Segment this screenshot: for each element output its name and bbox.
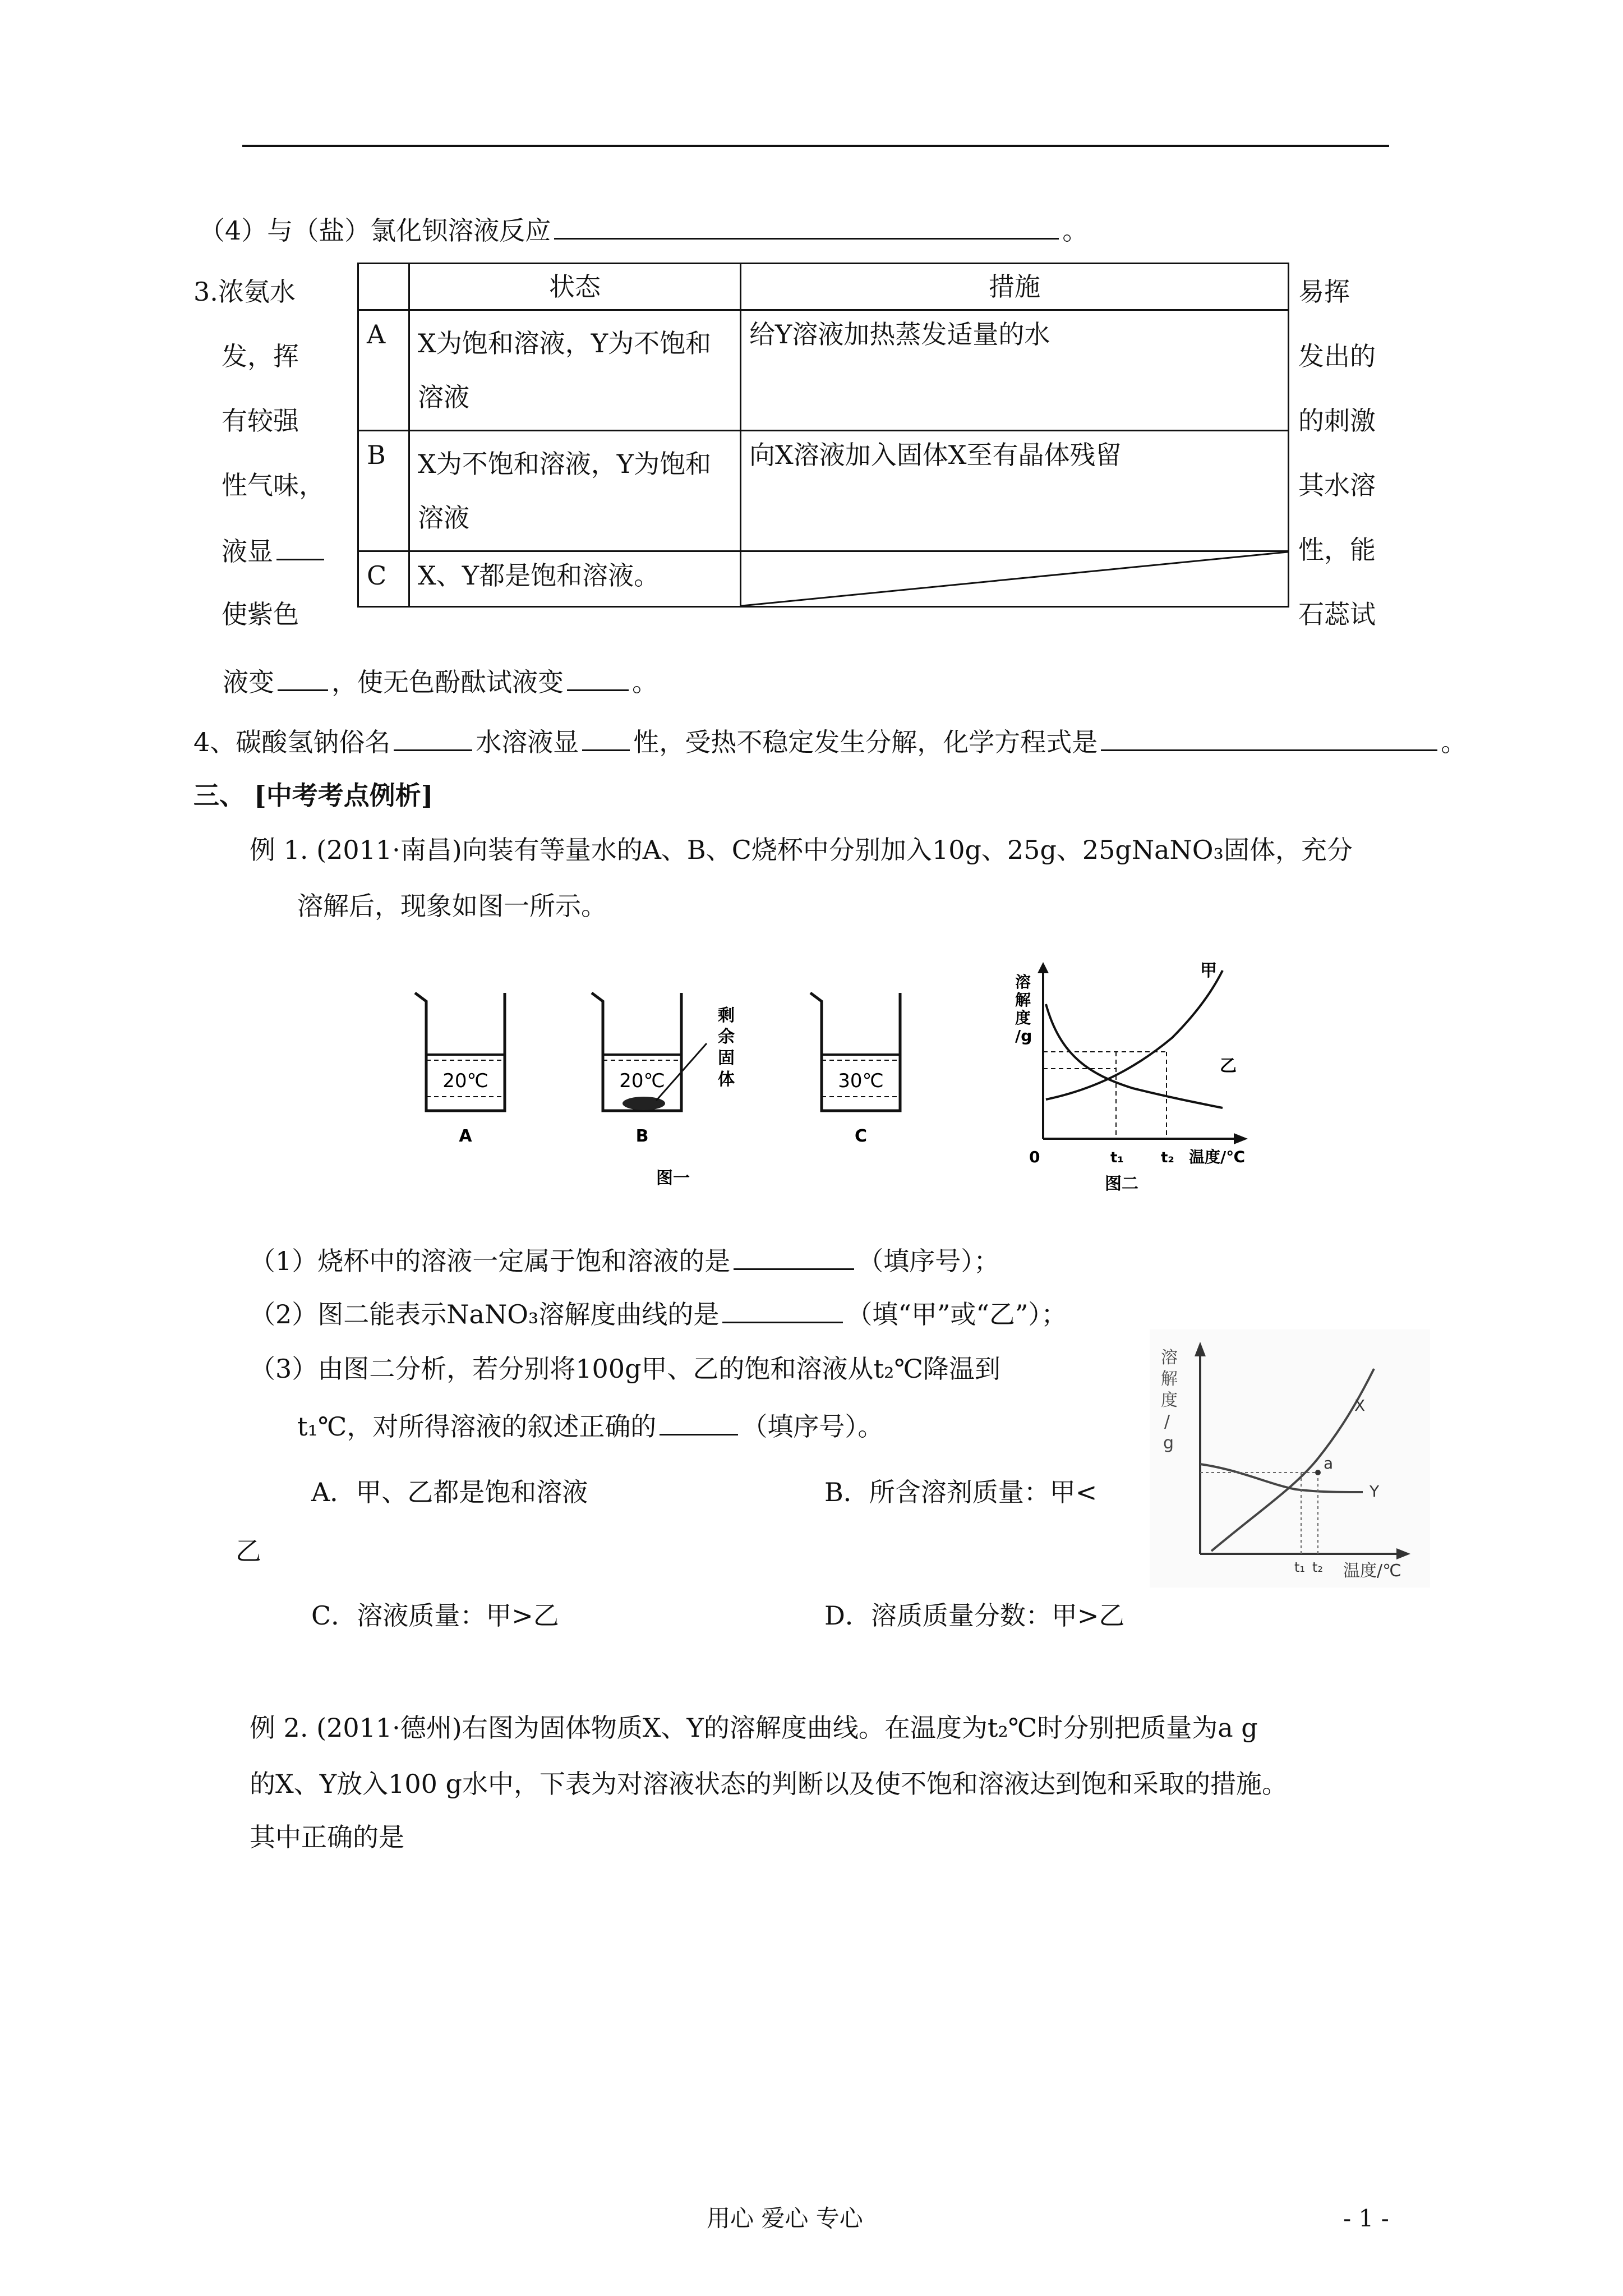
period: 。: [1062, 215, 1089, 246]
table-header-label: [358, 264, 409, 310]
example-1-line-1: 例 1. (2011·南昌)向装有等量水的A、B、C烧杯中分别加入10g、25g、25gNaNO₃固体，充分: [250, 835, 1353, 865]
q3-right-word: 石蕊试: [1298, 599, 1376, 629]
row-measure-crossed: [741, 551, 1289, 607]
figure-1-caption: 图一: [656, 1168, 690, 1188]
q3-right-word: 的刺激: [1298, 406, 1376, 436]
row-label: A: [358, 310, 409, 431]
question-4-sodium-bicarbonate: [193, 724, 1467, 759]
ex1-question-2: [250, 1296, 1067, 1331]
row-label: B: [358, 431, 409, 551]
ex1-q3b-text: t₁℃，对所得溶液的叙述正确的: [297, 1411, 657, 1442]
table-header-row: [358, 264, 1289, 310]
figure-1-beakers: [393, 976, 942, 1200]
answer-blank: [1101, 724, 1437, 751]
q3-right-word: 发出的: [1298, 341, 1376, 371]
point-a: [1315, 1470, 1321, 1475]
footer-motto: 用心 爱心 专心: [707, 2205, 863, 2232]
ex1-question-3b: [297, 1408, 883, 1443]
q3-left-word: 性气味，: [222, 470, 325, 500]
q3-left-word-text: 液显: [222, 536, 273, 567]
answer-blank: [394, 724, 472, 751]
ex1-q1-text: （1）烧杯中的溶液一定属于饱和溶液的是: [250, 1246, 731, 1276]
answer-blank: [567, 664, 629, 691]
beaker-b-temp: 20℃: [619, 1070, 665, 1092]
q3-left-word: [193, 533, 328, 597]
answer-blank: [276, 533, 324, 560]
q3-left-word: 3.浓氨水: [193, 277, 296, 307]
fig2-curve-yi: 乙: [1220, 1056, 1237, 1076]
fig3-curve-x: X: [1354, 1396, 1366, 1415]
fig3-t1: t₁: [1294, 1559, 1306, 1575]
beaker-b-label: B: [635, 1126, 649, 1146]
row-state: X为不饱和溶液，Y为饱和溶液: [409, 431, 741, 551]
q3-tail-b: ，使无色酚酞试液变: [331, 667, 564, 697]
ex1-option-b-wrap: 乙: [236, 1536, 261, 1566]
row-label: C: [358, 551, 409, 607]
section-3-heading: 三、 [中考考点例析]: [193, 780, 434, 811]
ex1-option-a: A．甲、乙都是饱和溶液: [311, 1477, 588, 1507]
fig2-t1: t₁: [1110, 1149, 1124, 1166]
q3-right-column: [1298, 275, 1376, 662]
fig3-xlabel: 温度/℃: [1343, 1561, 1401, 1581]
fig3-ylabel: 解: [1161, 1369, 1178, 1389]
beaker-c: [810, 993, 900, 1146]
table-header-state: 状态: [409, 264, 741, 310]
fig2-ylabel: 解: [1015, 991, 1031, 1009]
ex1-q2-text: （2）图二能表示NaNO₃溶解度曲线的是: [250, 1299, 720, 1329]
q3-left-word: 发，挥: [222, 341, 299, 371]
q3-right-word: 其水溶: [1298, 470, 1376, 500]
beaker-b: [592, 993, 735, 1146]
ex1-q1-end: （填序号）；: [857, 1246, 1000, 1276]
fig2-t2: t₂: [1161, 1149, 1174, 1166]
fig3-t2: t₂: [1312, 1559, 1324, 1575]
fig2-ylabel: 度: [1015, 1009, 1031, 1027]
fig3-point-a: a: [1324, 1454, 1334, 1473]
residual-solid-note: 余: [718, 1027, 735, 1047]
figure-3-solubility-xy: [1150, 1329, 1430, 1588]
q3-tail-a: 液变: [223, 667, 274, 697]
fig2-ylabel: /g: [1015, 1027, 1032, 1045]
answer-blank: [734, 1243, 854, 1270]
answer-blank: [278, 664, 328, 691]
figure-2-solubility: [998, 954, 1267, 1200]
ex1-question-1: [250, 1243, 999, 1278]
figure-2-caption: 图二: [1105, 1174, 1138, 1194]
q3-left-column: [193, 275, 328, 662]
q3-left-word: 有较强: [222, 406, 299, 436]
question-4-text: （4）与（盐）氯化钡溶液反应: [199, 215, 551, 246]
example-1-line-2: 溶解后，现象如图一所示。: [297, 891, 607, 921]
q4-text-d: 。: [1441, 727, 1467, 757]
fig3-ylabel: g: [1163, 1433, 1174, 1453]
q3-tail-line: [223, 664, 658, 699]
residual-solid-note: 体: [718, 1070, 735, 1089]
fig3-ylabel: 度: [1161, 1391, 1178, 1410]
row-measure: 给Y溶液加热蒸发适量的水: [741, 310, 1289, 431]
header-rule: [242, 145, 1389, 147]
fig3-ylabel: 溶: [1161, 1348, 1178, 1368]
beaker-c-label: C: [854, 1126, 868, 1146]
fig3-curve-y: Y: [1370, 1482, 1380, 1501]
question-4-line: [199, 212, 1088, 247]
answer-blank: [582, 724, 630, 751]
q4-text-a: 4、碳酸氢钠俗名: [193, 727, 391, 757]
row-measure: 向X溶液加入固体X至有晶体残留: [741, 431, 1289, 551]
fig2-origin: 0: [1029, 1148, 1040, 1166]
example-2-line-1: 例 2. (2011·德州)右图为固体物质X、Y的溶解度曲线。在温度为t₂℃时分别把质量为a g: [250, 1713, 1258, 1743]
beaker-a-label: A: [459, 1126, 472, 1146]
q4-text-b: 水溶液显: [476, 727, 579, 757]
beaker-a: [415, 993, 505, 1146]
q3-right-word: 易挥: [1298, 277, 1350, 307]
residual-solid-note: 剩: [718, 1006, 735, 1025]
page-number: - 1 -: [1343, 2205, 1389, 2232]
q3-right-word: 性，能: [1298, 535, 1376, 565]
answer-blank: [660, 1408, 738, 1435]
q3-tail-c: 。: [632, 667, 658, 697]
table-header-measure: 措施: [741, 264, 1289, 310]
table-row: [358, 551, 1289, 607]
q4-text-c: 性，受热不稳定发生分解，化学方程式是: [633, 727, 1098, 757]
beaker-c-temp: 30℃: [838, 1070, 884, 1092]
ex1-question-3a: （3）由图二分析，若分别将100g甲、乙的饱和溶液从t₂℃降温到: [250, 1354, 1000, 1384]
answer-blank: [722, 1296, 843, 1323]
row-state: X为饱和溶液，Y为不饱和溶液: [409, 310, 741, 431]
fig2-curve-jia: 甲: [1200, 961, 1217, 981]
fig2-xlabel: 温度/℃: [1189, 1148, 1246, 1166]
q3-left-word: 使紫色: [222, 599, 299, 629]
ex1-option-d: D．溶质质量分数：甲>乙: [824, 1600, 1125, 1631]
ex1-option-b: B．所含溶剂质量：甲<: [824, 1477, 1098, 1507]
example-2-line-2: 的X、Y放入100 g水中，下表为对溶液状态的判断以及使不饱和溶液达到饱和采取的措施。: [250, 1769, 1288, 1799]
ex1-q3b-end: （填序号）。: [741, 1411, 884, 1442]
diagonal-strike: [741, 552, 1288, 606]
beaker-a-temp: 20℃: [442, 1070, 488, 1092]
table-row: [358, 431, 1289, 551]
ex1-q2-end: （填“甲”或“乙”）；: [846, 1299, 1067, 1329]
fig3-ylabel: /: [1164, 1412, 1170, 1432]
fig2-ylabel: 溶: [1015, 973, 1031, 991]
residual-solid-note: 固: [718, 1048, 735, 1068]
answer-blank: [554, 212, 1059, 240]
ex1-option-c: C．溶液质量：甲>乙: [311, 1600, 559, 1631]
row-state: X、Y都是饱和溶液。: [409, 551, 741, 607]
example-2-line-3: 其中正确的是: [250, 1822, 404, 1852]
state-measure-table: [357, 263, 1289, 608]
table-row: [358, 310, 1289, 431]
